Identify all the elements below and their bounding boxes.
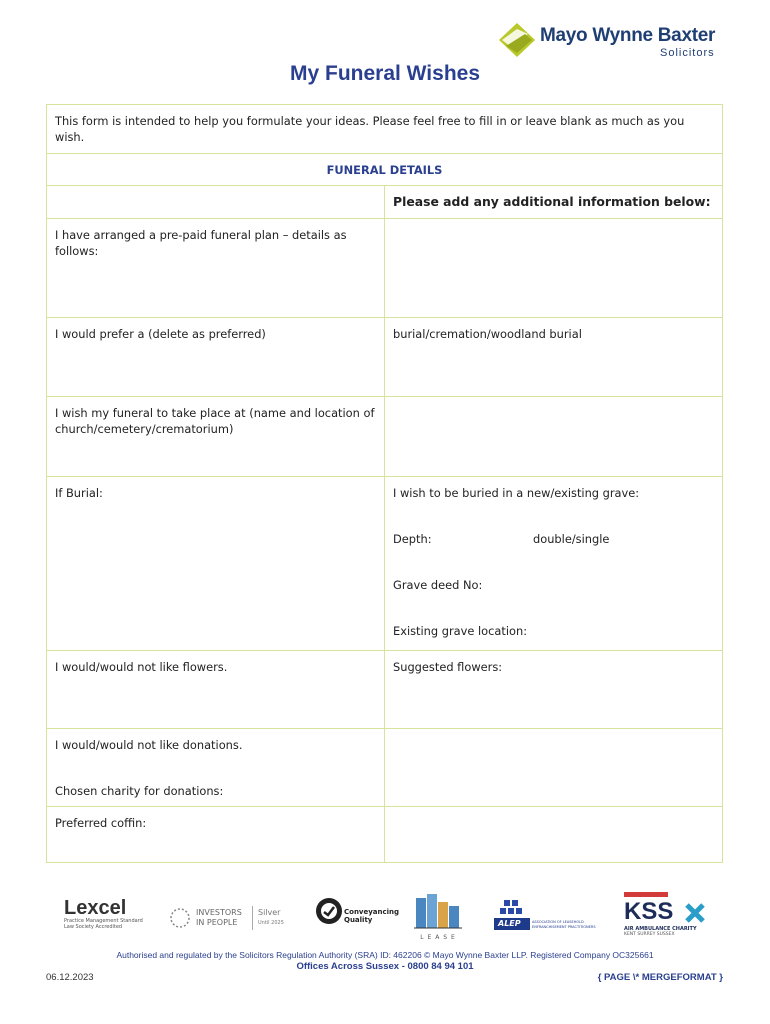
lexcel-logo [64,898,144,938]
offices-text: Offices Across Sussex - 0800 84 94 101 [296,961,474,972]
brand-diamond-icon [498,22,536,58]
cq-line2: Quality [344,916,373,924]
brand-subtitle: Solicitors [660,47,715,59]
flowers-label: I would/would not like flowers. [47,651,385,729]
existing-grave-label: Existing grave location: [393,624,528,638]
donations-field[interactable] [385,729,723,807]
prepaid-field[interactable] [385,219,723,318]
depth-line [393,531,714,547]
section-heading-row [47,154,723,186]
donations-row [47,729,723,807]
iip-until: Until 2025 [258,920,284,926]
lexcel-line2: Law Society Accredited [64,924,123,930]
location-row [47,397,723,477]
burial-field[interactable] [385,477,723,651]
charity-label: Chosen charity for donations: [55,784,224,798]
iip-level: Silver [258,908,281,917]
cq-seal-icon [314,896,344,926]
prepaid-row [47,219,723,318]
alep-logo [492,898,598,936]
coffin-row [47,807,723,863]
lease-text: L E A S E [420,934,456,941]
burial-label: If Burial: [47,477,385,651]
funeral-form-table [46,104,723,863]
lexcel-line1: Practice Management Standard [64,918,143,924]
depth-value: double/single [533,532,610,546]
grave-type-text: I wish to be buried in a new/existing grave: [393,486,640,500]
kss-logo [624,892,714,940]
lease-buildings-icon [414,892,462,930]
page-field: { PAGE \* MERGEFORMAT } [597,972,723,983]
kss-cross-icon [684,902,706,924]
donations-cell [47,729,385,807]
alep-name: ALEP [498,919,521,928]
kss-line1: AIR AMBULANCE CHARITY [624,926,697,932]
prefer-row [47,318,723,397]
flowers-field[interactable]: Suggested flowers: [385,651,723,729]
donations-label: I would/would not like donations. [55,738,243,752]
prepaid-label: I have arranged a pre-paid funeral plan – details as follows: [47,219,385,318]
kss-name: KSS [624,898,674,925]
section-heading: FUNERAL DETAILS [47,154,723,186]
depth-label: Depth: [393,532,432,546]
coffin-label: Preferred coffin: [47,807,385,863]
cq-line1: Conveyancing [344,908,400,916]
lease-logo [414,892,462,940]
intro-text: This form is intended to help you formulate your ideas. Please feel free to fill in or leave blank as much as you wish. [47,105,723,154]
grave-deed-label: Grave deed No: [393,578,483,592]
blank-cell [47,186,385,219]
alep-desc: ASSOCIATION OF LEASEHOLD ENFRANCHISEMENT PRACTITIONERS [532,920,596,929]
page-title: My Funeral Wishes [289,62,481,85]
flowers-row [47,651,723,729]
brand-name: Mayo Wynne Baxter [540,25,716,46]
location-field[interactable] [385,397,723,477]
kss-line2: KENT SURREY SUSSEX [624,932,675,937]
brand-logo [498,22,728,62]
document-date: 06.12.2023 [46,972,94,983]
iip-line2: IN PEOPLE [196,918,238,927]
regulation-text: Authorised and regulated by the Solicitors Regulation Authority (SRA) ID: 462206 © Mayo Wynne Baxter LLP. Registered Company OC325661 [116,950,654,960]
intro-row [47,105,723,154]
additional-info-row [47,186,723,219]
location-label: I wish my funeral to take place at (name and location of church/cemetery/crematorium) [47,397,385,477]
prefer-label: I would prefer a (delete as preferred) [47,318,385,397]
accreditation-logos [0,890,770,942]
laurel-icon [168,906,192,930]
coffin-field[interactable] [385,807,723,863]
additional-info-heading: Please add any additional information below: [385,186,723,219]
burial-row [47,477,723,651]
prefer-field[interactable]: burial/cremation/woodland burial [385,318,723,397]
iip-line1: INVESTORS [196,908,242,917]
investors-in-people-logo [168,906,288,936]
lexcel-name: Lexcel [64,897,127,919]
conveyancing-quality-logo [314,896,400,936]
